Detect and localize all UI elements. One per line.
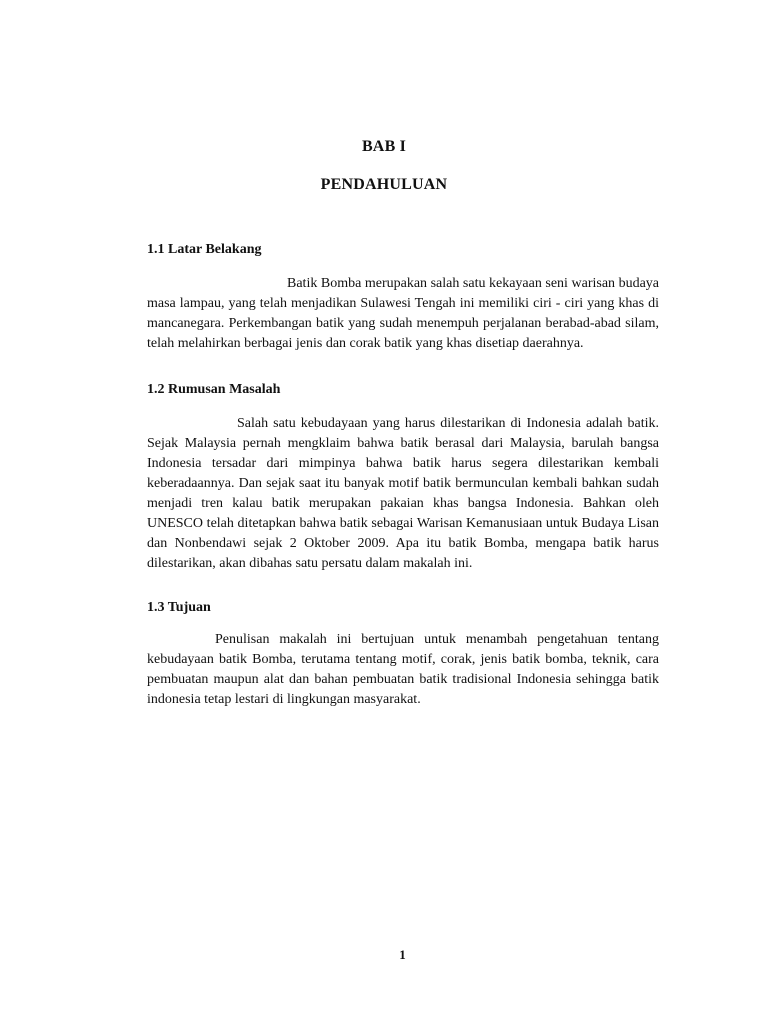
chapter-number: BAB I	[361, 138, 407, 155]
section-paragraph-rumusan-masalah: Salah satu kebudayaan yang harus dilestarikan di Indonesia adalah batik. Sejak Malaysia pernah mengklaim bahwa batik berasal dari Malaysia, barulah bangsa Indonesia tersadar dari mimpinya bahwa batik harus segera dilestarikan kembali keberadaannya. Dan sejak saat itu banyak motif batik bermunculan kembali bahkan sudah menjadi tren kalau batik merupakan pakaian khas bangsa Indonesia. Bahkan oleh UNESCO telah ditetapkan bahwa batik sebagai Warisan Kemanusiaan untuk Budaya Lisan dan Nonbendawi sejak 2 Oktober 2009. Apa itu batik Bomba, mengapa batik harus dilestarikan, akan dibahas satu persatu dalam makalah ini.	[147, 416, 659, 571]
section-heading-rumusan-masalah: 1.2 Rumusan Masalah	[147, 382, 281, 397]
chapter-title: PENDAHULUAN	[320, 176, 448, 193]
section-paragraph-tujuan: Penulisan makalah ini bertujuan untuk menambah pengetahuan tentang kebudayaan batik Bomba, terutama tentang motif, corak, jenis batik bomba, teknik, cara pembuatan maupun alat dan bahan pembuatan batik tradisional Indonesia sehingga batik indonesia tetap lestari di lingkungan masyarakat.	[147, 632, 659, 707]
section-heading-latar-belakang: 1.1 Latar Belakang	[147, 242, 262, 257]
section-paragraph-latar-belakang: Batik Bomba merupakan salah satu kekayaan seni warisan budaya masa lampau, yang telah menjadikan Sulawesi Tengah ini memiliki ciri - ciri yang khas di mancanegara. Perkembangan batik yang sudah menempuh perjalanan berabad-abad silam, telah melahirkan berbagai jenis dan corak batik yang khas disetiap daerahnya.	[147, 276, 659, 351]
section-heading-tujuan: 1.3 Tujuan	[147, 600, 211, 615]
page-number: 1	[399, 947, 406, 962]
